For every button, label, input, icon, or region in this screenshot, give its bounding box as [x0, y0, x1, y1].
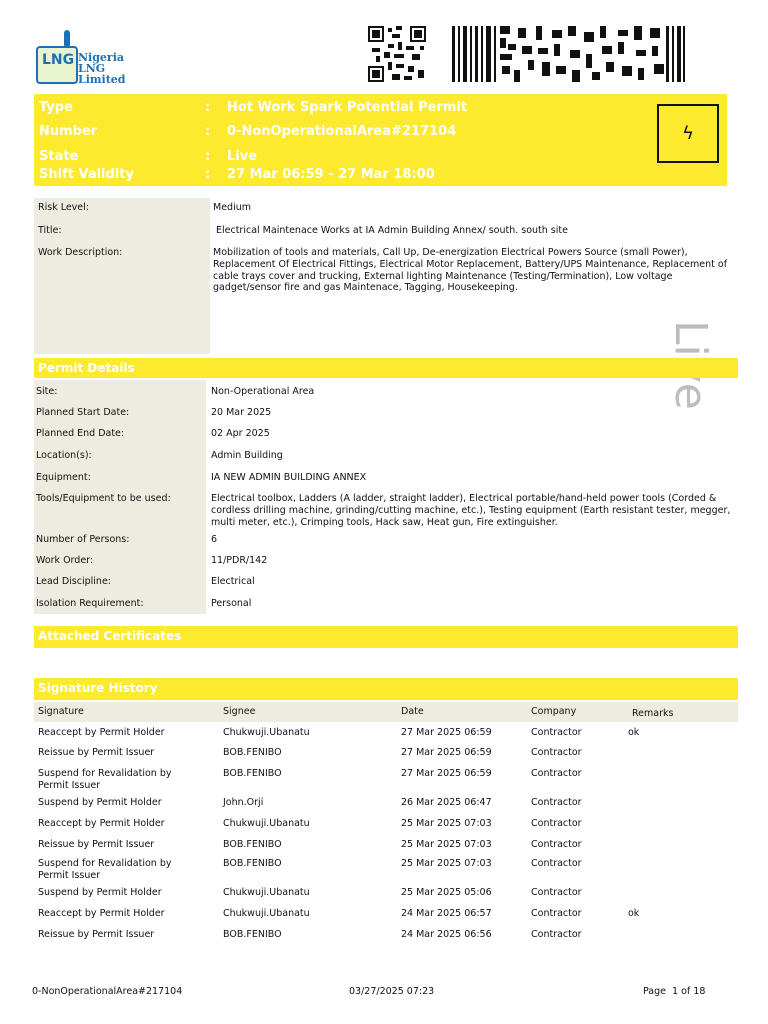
shift-value: 27 Mar 06:59 - 27 Mar 18:00 — [227, 167, 435, 182]
signee-cell: BOB.FENIBO — [223, 747, 282, 758]
company-cell: Contractor — [531, 858, 582, 869]
remarks-cell: ok — [628, 727, 640, 738]
signee-cell: Chukwuji.Ubanatu — [223, 727, 310, 738]
logo-mark-icon: LNG — [36, 46, 78, 84]
shift-label: Shift Validity — [39, 167, 134, 182]
column-signature: Signature — [38, 706, 84, 717]
permit-details-section-title: Permit Details — [34, 358, 738, 378]
company-cell: Contractor — [531, 929, 582, 940]
company-cell: Contractor — [531, 908, 582, 919]
signature-table-header — [34, 702, 738, 722]
date-cell: 27 Mar 2025 06:59 — [401, 768, 492, 779]
equipment-value: IA NEW ADMIN BUILDING ANNEX — [211, 472, 367, 483]
logo-text — [78, 52, 126, 85]
company-cell: Contractor — [531, 727, 582, 738]
tools-label: Tools/Equipment to be used: — [36, 493, 171, 504]
signee-cell: BOB.FENIBO — [223, 768, 282, 779]
company-cell: Contractor — [531, 839, 582, 850]
date-cell: 24 Mar 2025 06:56 — [401, 929, 492, 940]
footer-permit-number: 0-NonOperationalArea#217104 — [32, 986, 183, 997]
column-company: Company — [531, 706, 577, 717]
remarks-cell: ok — [628, 908, 640, 919]
signee-cell: John.Orji — [223, 797, 264, 808]
permit-header — [34, 94, 727, 186]
isolation-requirement-value: Personal — [211, 598, 252, 609]
title-label: Title: — [38, 225, 62, 236]
signee-cell: BOB.FENIBO — [223, 839, 282, 850]
locations-value: Admin Building — [211, 450, 283, 461]
date-cell: 27 Mar 2025 06:59 — [401, 727, 492, 738]
risk-level-value: Medium — [213, 202, 251, 213]
work-order-value: 11/PDR/142 — [211, 555, 268, 566]
spark-glyph: ϟ — [682, 123, 694, 144]
work-description-label: Work Description: — [38, 247, 123, 258]
company-cell: Contractor — [531, 747, 582, 758]
company-cell: Contractor — [531, 797, 582, 808]
type-value: Hot Work Spark Potential Permit — [227, 100, 468, 115]
date-cell: 25 Mar 2025 07:03 — [401, 858, 492, 869]
company-cell: Contractor — [531, 818, 582, 829]
spark-hazard-icon — [657, 104, 719, 163]
state-label: State — [39, 149, 79, 164]
signature-cell: Suspend for Revalidation by Permit Issuer — [38, 858, 172, 881]
signature-history-section-title: Signature History — [34, 678, 738, 700]
work-description-value: Mobilization of tools and materials, Call Up, De-energization Electrical Powers Source (small Power), Replacement Of Electrical Fittings, Electrical Motor Replacement, Battery/UPS Maintenance, Replacement of cable trays cover and trucking, External lighting Maintenance (Testing/Termination), Low voltage gadget/sensor fire and gas Maintenace, Tagging, Housekeeping. — [213, 247, 728, 294]
logo-line-3: Limited — [78, 73, 126, 86]
signature-cell: Reissue by Permit Issuer — [38, 839, 155, 850]
number-of-persons-value: 6 — [211, 534, 218, 545]
date-cell: 25 Mar 2025 05:06 — [401, 887, 492, 898]
signee-cell: BOB.FENIBO — [223, 929, 282, 940]
company-cell: Contractor — [531, 768, 582, 779]
signature-cell: Suspend by Permit Holder — [38, 887, 162, 898]
date-cell: 27 Mar 2025 06:59 — [401, 747, 492, 758]
planned-end-value: 02 Apr 2025 — [211, 428, 270, 439]
planned-start-value: 20 Mar 2025 — [211, 407, 272, 418]
signature-cell: Suspend for Revalidation by Permit Issuer — [38, 768, 172, 791]
number-label: Number — [39, 124, 98, 139]
risk-level-label: Risk Level: — [38, 202, 89, 213]
locations-label: Location(s): — [36, 450, 92, 461]
logo-line-1: Nigeria — [78, 51, 125, 64]
planned-end-label: Planned End Date: — [36, 428, 125, 439]
number-of-persons-label: Number of Persons: — [36, 534, 130, 545]
column-signee: Signee — [223, 706, 256, 717]
column-date: Date — [401, 706, 424, 717]
signature-cell: Reaccept by Permit Holder — [38, 818, 165, 829]
qr-code-icon — [368, 26, 426, 82]
signee-cell: Chukwuji.Ubanatu — [223, 818, 310, 829]
signee-cell: BOB.FENIBO — [223, 858, 282, 869]
footer-page-number: Page 1 of 18 — [643, 986, 706, 997]
company-cell: Contractor — [531, 887, 582, 898]
signature-cell: Suspend by Permit Holder — [38, 797, 162, 808]
logo-line-2: LNG — [78, 62, 106, 75]
site-label: Site: — [36, 386, 58, 397]
signee-cell: Chukwuji.Ubanatu — [223, 887, 310, 898]
planned-start-label: Planned Start Date: — [36, 407, 130, 418]
date-cell: 25 Mar 2025 07:03 — [401, 839, 492, 850]
tools-value: Electrical toolbox, Ladders (A ladder, straight ladder), Electrical portable/hand-held power tools (Corded & cordless drilling machine, grinding/cutting machine, etc.), Testing equipment (Earth resistant tester, megger, multi meter, etc.), Crimping tools, Hack saw, Heat gun, Fire extinguisher. — [211, 493, 731, 528]
separator: : — [205, 167, 211, 182]
attached-certificates-section-title: Attached Certificates — [34, 626, 738, 648]
signee-cell: Chukwuji.Ubanatu — [223, 908, 310, 919]
state-value: Live — [227, 149, 258, 164]
signature-cell: Reissue by Permit Issuer — [38, 747, 155, 758]
signature-cell: Reissue by Permit Issuer — [38, 929, 155, 940]
summary-label-column — [34, 198, 210, 354]
lead-discipline-value: Electrical — [211, 576, 255, 587]
site-value: Non-Operational Area — [211, 386, 315, 397]
lead-discipline-label: Lead Discipline: — [36, 576, 111, 587]
work-order-label: Work Order: — [36, 555, 94, 566]
number-value: 0-NonOperationalArea#217104 — [227, 124, 457, 139]
signature-cell: Reaccept by Permit Holder — [38, 727, 165, 738]
signature-cell: Reaccept by Permit Holder — [38, 908, 165, 919]
isolation-requirement-label: Isolation Requirement: — [36, 598, 144, 609]
barcode-icon — [452, 26, 685, 82]
separator: : — [205, 124, 211, 139]
column-remarks: Remarks — [632, 708, 674, 719]
separator: : — [205, 149, 211, 164]
footer-print-timestamp: 03/27/2025 07:23 — [349, 986, 435, 997]
date-cell: 26 Mar 2025 06:47 — [401, 797, 492, 808]
equipment-label: Equipment: — [36, 472, 91, 483]
date-cell: 25 Mar 2025 07:03 — [401, 818, 492, 829]
type-label: Type — [39, 100, 73, 115]
title-value: Electrical Maintenace Works at IA Admin Building Annex/ south. south site — [216, 225, 568, 236]
nlng-logo — [36, 26, 126, 86]
date-cell: 24 Mar 2025 06:57 — [401, 908, 492, 919]
separator: : — [205, 100, 211, 115]
